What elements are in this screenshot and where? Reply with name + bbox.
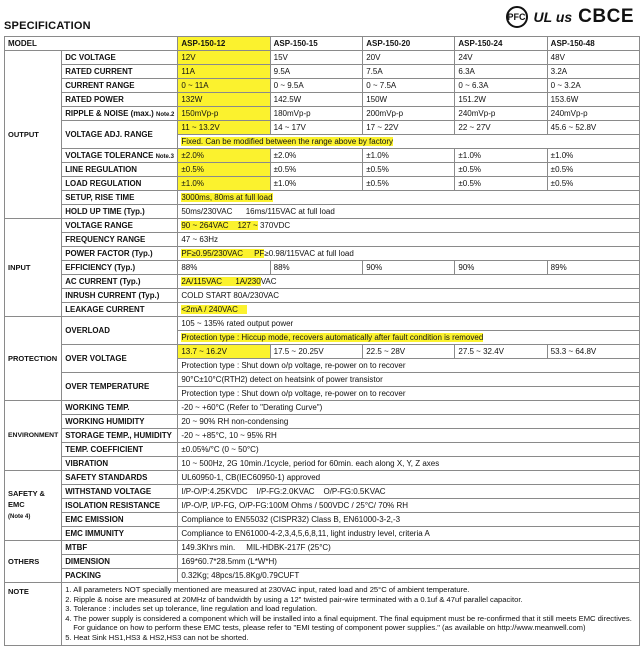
safety-line2: EMC (8, 500, 25, 509)
line-regulation-5: ±0.5% (547, 163, 639, 177)
load-regulation-5: ±0.5% (547, 177, 639, 191)
ripple-4: 240mVp-p (455, 107, 547, 121)
dc-voltage-2: 15V (270, 51, 363, 65)
label-power-factor: POWER FACTOR (Typ.) (62, 247, 178, 261)
power-factor-b: PF (254, 249, 265, 258)
label-voltage-tolerance (62, 149, 178, 163)
label-dc-voltage: DC VOLTAGE (62, 51, 178, 65)
overload-line2 (178, 331, 640, 345)
efficiency-2: 88% (270, 261, 363, 275)
model-label: MODEL (5, 37, 178, 51)
voltage-tolerance-label-text: VOLTAGE TOLERANCE (65, 151, 154, 160)
label-working-temp: WORKING TEMP. (62, 401, 178, 415)
note-3: 3. Tolerance : includes set up tolerance, line regulation and load regulation. (65, 604, 318, 614)
over-voltage-2: 17.5 ~ 20.25V (270, 345, 363, 359)
section-output: OUTPUT (5, 51, 62, 219)
voltage-tolerance-1: ±2.0% (178, 149, 270, 163)
label-safety-standards: SAFETY STANDARDS (62, 471, 178, 485)
voltage-range-b: 127 ~ (237, 221, 258, 230)
efficiency-3: 90% (363, 261, 455, 275)
current-range-4: 0 ~ 6.3A (455, 79, 547, 93)
temp-coef-value: ±0.05%/°C (0 ~ 50°C) (178, 443, 640, 457)
hold-up-value (178, 205, 640, 219)
section-protection: PROTECTION (5, 317, 62, 401)
section-input: INPUT (5, 219, 62, 317)
overload-line2-text: Protection type : Hiccup mode, recovers automatically after fault condition is removed (181, 333, 484, 342)
working-temp-value: -20 ~ +60°C (Refer to "Derating Curve") (178, 401, 640, 415)
label-storage: STORAGE TEMP., HUMIDITY (62, 429, 178, 443)
packing-value: 0.32Kg; 48pcs/15.8Kg/0.79CUFT (178, 569, 640, 583)
ac-current-c: VAC (260, 277, 277, 286)
rated-current-1: 11A (178, 65, 270, 79)
notes-block (62, 583, 640, 646)
dc-voltage-5: 48V (547, 51, 639, 65)
over-voltage-type: Protection type : Shut down o/p voltage, re-power on to recover (178, 359, 640, 373)
label-packing: PACKING (62, 569, 178, 583)
current-range-1: 0 ~ 11A (178, 79, 270, 93)
rated-current-4: 6.3A (455, 65, 547, 79)
over-voltage-4: 27.5 ~ 32.4V (455, 345, 547, 359)
efficiency-5: 89% (547, 261, 639, 275)
rated-power-3: 150W (363, 93, 455, 107)
label-over-voltage: OVER VOLTAGE (62, 345, 178, 373)
label-frequency: FREQUENCY RANGE (62, 233, 178, 247)
label-load-regulation: LOAD REGULATION (62, 177, 178, 191)
current-range-5: 0 ~ 3.2A (547, 79, 639, 93)
hold-up-a: 50ms/230VAC (181, 207, 233, 216)
ripple-2: 180mVp-p (270, 107, 363, 121)
cbce-logo: CBCE (578, 6, 634, 27)
rated-power-4: 151.2W (455, 93, 547, 107)
ac-current-b: 1A/230 (235, 277, 261, 286)
label-over-temp: OVER TEMPERATURE (62, 373, 178, 401)
current-range-3: 0 ~ 7.5A (363, 79, 455, 93)
dimension-value: 169*60.7*28.5mm (L*W*H) (178, 555, 640, 569)
rated-current-5: 3.2A (547, 65, 639, 79)
ac-current-a: 2A/115VAC (181, 277, 222, 286)
frequency-value: 47 ~ 63Hz (178, 233, 640, 247)
efficiency-4: 90% (455, 261, 547, 275)
certification-marks (506, 6, 634, 28)
spec-table (4, 36, 640, 646)
line-regulation-1: ±0.5% (178, 163, 270, 177)
rated-power-5: 153.6W (547, 93, 639, 107)
dc-voltage-4: 24V (455, 51, 547, 65)
section-note: NOTE (5, 583, 62, 646)
working-humidity-value: 20 ~ 90% RH non-condensing (178, 415, 640, 429)
voltage-tolerance-3: ±1.0% (363, 149, 455, 163)
voltage-tolerance-note: Note.3 (155, 154, 174, 160)
voltage-range-c: 370VDC (259, 221, 291, 230)
label-voltage-adj: VOLTAGE ADJ. RANGE (62, 121, 178, 149)
dc-voltage-3: 20V (363, 51, 455, 65)
hold-up-b: 16ms/115VAC at full load (245, 207, 335, 216)
model-3: ASP-150-20 (363, 37, 455, 51)
model-1: ASP-150-12 (178, 37, 270, 51)
voltage-adj-fixed (178, 135, 640, 149)
safety-line3: (Note 4) (8, 514, 31, 520)
label-emc-emission: EMC EMISSION (62, 513, 178, 527)
rated-current-2: 9.5A (270, 65, 363, 79)
note-1: 1. All parameters NOT specially mentioned are measured at 230VAC input, rated load and 25°C of ambient temperature. (65, 585, 470, 594)
mtbf-value: 149.3Khrs min. MIL-HDBK-217F (25°C) (178, 541, 640, 555)
note-2: 2. Ripple & noise are measured at 20MHz of bandwidth by using a 12" twisted pair-wire terminated with a 0.1uf & 47uf parallel capacitor. (65, 594, 523, 604)
voltage-adj-3: 17 ~ 22V (363, 121, 455, 135)
ripple-note: Note.2 (156, 112, 175, 118)
label-vibration: VIBRATION (62, 457, 178, 471)
over-voltage-3: 22.5 ~ 28V (363, 345, 455, 359)
ripple-1: 150mVp-p (178, 107, 270, 121)
label-line-regulation: LINE REGULATION (62, 163, 178, 177)
load-regulation-2: ±1.0% (270, 177, 363, 191)
label-setup-rise: SETUP, RISE TIME (62, 191, 178, 205)
ripple-label-text: RIPPLE & NOISE (max.) (65, 109, 154, 118)
power-factor-a: PF≥0.95/230VAC (181, 249, 243, 258)
label-withstand: WITHSTAND VOLTAGE (62, 485, 178, 499)
ul-logo: UL us (533, 9, 573, 25)
inrush-value: COLD START 80A/230VAC (178, 289, 640, 303)
efficiency-1: 88% (178, 261, 270, 275)
line-regulation-4: ±0.5% (455, 163, 547, 177)
power-factor-c: ≥0.98/115VAC at full load (264, 249, 354, 258)
label-inrush: INRUSH CURRENT (Typ.) (62, 289, 178, 303)
label-isolation: ISOLATION RESISTANCE (62, 499, 178, 513)
label-overload: OVERLOAD (62, 317, 178, 345)
voltage-range-a: 90 ~ 264VAC (181, 221, 229, 230)
isolation-value: I/P-O/P, I/P-FG, O/P-FG:100M Ohms / 500VDC / 25°C/ 70% RH (178, 499, 640, 513)
voltage-tolerance-5: ±1.0% (547, 149, 639, 163)
load-regulation-4: ±0.5% (455, 177, 547, 191)
label-ripple (62, 107, 178, 121)
leakage-text: <2mA / 240VAC (181, 305, 238, 314)
leakage-value (178, 303, 640, 317)
over-voltage-5: 53.3 ~ 64.8V (547, 345, 639, 359)
label-leakage: LEAKAGE CURRENT (62, 303, 178, 317)
power-factor-value (178, 247, 640, 261)
label-efficiency: EFFICIENCY (Typ.) (62, 261, 178, 275)
label-mtbf: MTBF (62, 541, 178, 555)
note-5: 5. Heat Sink HS1,HS3 & HS2,HS3 can not be shorted. (65, 632, 249, 642)
load-regulation-1: ±1.0% (178, 177, 270, 191)
load-regulation-3: ±0.5% (363, 177, 455, 191)
model-row (5, 37, 640, 51)
label-voltage-range: VOLTAGE RANGE (62, 219, 178, 233)
voltage-range-value (178, 219, 640, 233)
rated-power-1: 132W (178, 93, 270, 107)
label-current-range: CURRENT RANGE (62, 79, 178, 93)
model-5: ASP-150-48 (547, 37, 639, 51)
ac-current-value (178, 275, 640, 289)
label-dimension: DIMENSION (62, 555, 178, 569)
section-safety (5, 471, 62, 541)
label-temp-coef: TEMP. COEFFICIENT (62, 443, 178, 457)
vibration-value: 10 ~ 500Hz, 2G 10min./1cycle, period for 60min. each along X, Y, Z axes (178, 457, 640, 471)
voltage-adj-2: 14 ~ 17V (270, 121, 363, 135)
safety-standards-value: UL60950-1, CB(IEC60950-1) approved (178, 471, 640, 485)
over-voltage-1: 13.7 ~ 16.2V (178, 345, 270, 359)
over-temp-line1: 90°C±10°C(RTH2) detect on heatsink of power transistor (178, 373, 640, 387)
voltage-adj-1: 11 ~ 13.2V (178, 121, 270, 135)
section-others: OTHERS (5, 541, 62, 583)
note-4: 4. The power supply is considered a component which will be installed into a final equipment. The final equipment must be re-confirmed that it still meets EMC directives. For guidance on how to perform these EMC tests, please refer to "EMI testing of component power supplies." (as available on http://www.meanwell.com) (65, 613, 632, 633)
setup-rise-text: 3000ms, 80ms at full load (181, 193, 273, 202)
over-temp-line2: Protection type : Shut down o/p voltage, re-power on to recover (178, 387, 640, 401)
emc-immunity-value: Compliance to EN61000-4-2,3,4,5,6,8,11, light industry level, criteria A (178, 527, 640, 541)
line-regulation-2: ±0.5% (270, 163, 363, 177)
overload-line1: 105 ~ 135% rated output power (178, 317, 640, 331)
model-2: ASP-150-15 (270, 37, 363, 51)
label-ac-current: AC CURRENT (Typ.) (62, 275, 178, 289)
ripple-5: 240mVp-p (547, 107, 639, 121)
model-4: ASP-150-24 (455, 37, 547, 51)
label-working-humidity: WORKING HUMIDITY (62, 415, 178, 429)
section-environment: ENVIRONMENT (5, 401, 62, 471)
rated-current-3: 7.5A (363, 65, 455, 79)
current-range-2: 0 ~ 9.5A (270, 79, 363, 93)
pfc-logo: PFC (506, 6, 528, 28)
dc-voltage-1: 12V (178, 51, 270, 65)
withstand-value: I/P-O/P:4.25KVDC I/P-FG:2.0KVAC O/P-FG:0.5KVAC (178, 485, 640, 499)
voltage-tolerance-2: ±2.0% (270, 149, 363, 163)
emc-emission-value: Compliance to EN55032 (CISPR32) Class B, EN61000-3-2,-3 (178, 513, 640, 527)
safety-line1: SAFETY & (8, 489, 45, 498)
label-hold-up: HOLD UP TIME (Typ.) (62, 205, 178, 219)
voltage-adj-4: 22 ~ 27V (455, 121, 547, 135)
ripple-3: 200mVp-p (363, 107, 455, 121)
voltage-adj-fixed-text: Fixed. Can be modified between the range above by factory (181, 137, 394, 146)
label-rated-current: RATED CURRENT (62, 65, 178, 79)
storage-value: -20 ~ +85°C, 10 ~ 95% RH (178, 429, 640, 443)
rated-power-2: 142.5W (270, 93, 363, 107)
page-title: SPECIFICATION (4, 20, 91, 32)
setup-rise-value (178, 191, 640, 205)
label-emc-immunity: EMC IMMUNITY (62, 527, 178, 541)
voltage-adj-5: 45.6 ~ 52.8V (547, 121, 639, 135)
line-regulation-3: ±0.5% (363, 163, 455, 177)
label-rated-power: RATED POWER (62, 93, 178, 107)
voltage-tolerance-4: ±1.0% (455, 149, 547, 163)
